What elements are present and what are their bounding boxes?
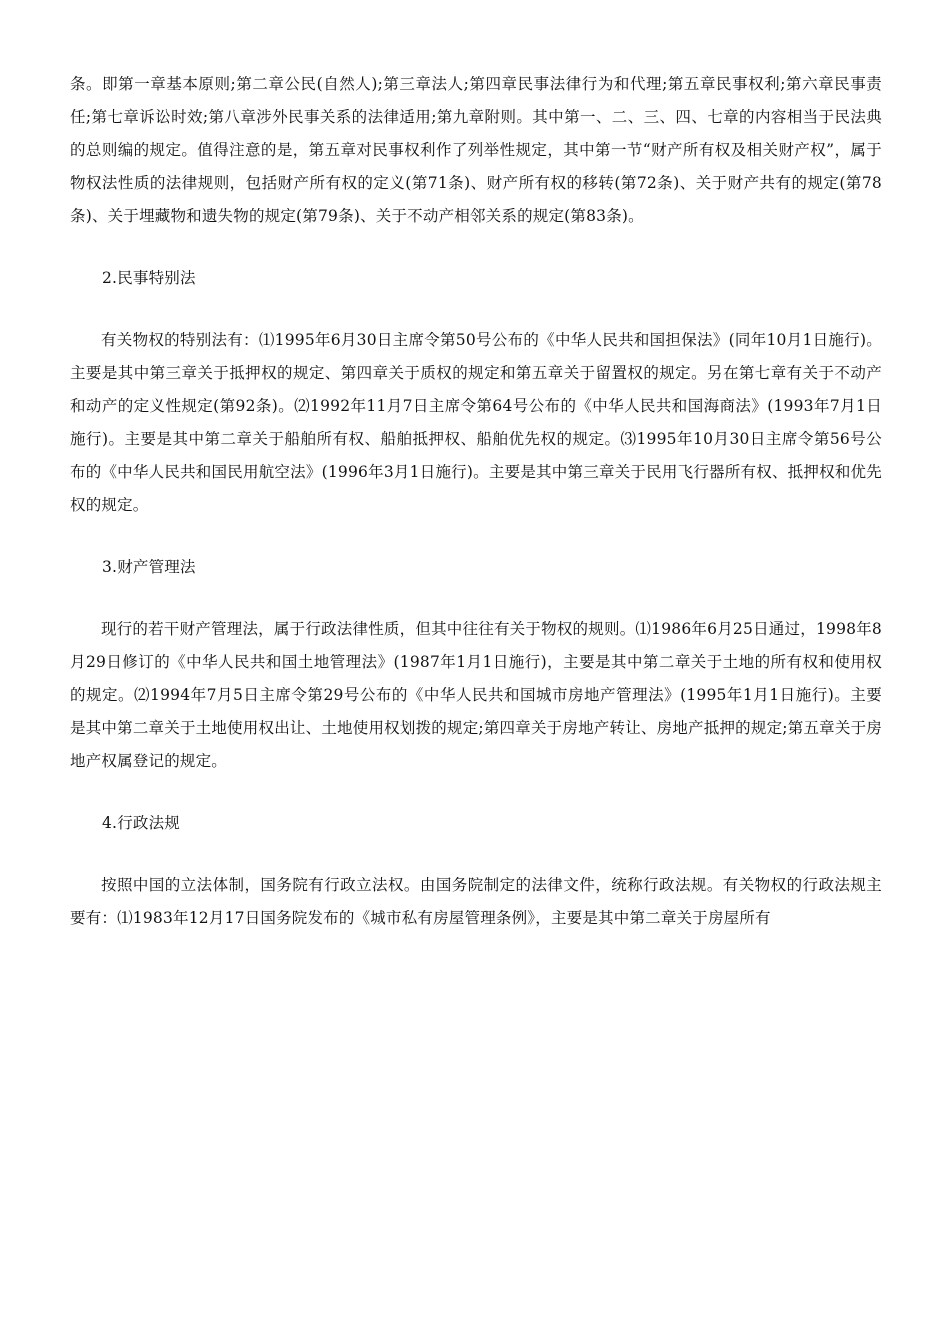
paragraph-special-laws: 有关物权的特别法有：⑴1995年6月30日主席令第50号公布的《中华人民共和国担保法》(同年10月1日施行)。主要是其中第三章关于抵押权的规定、第四章关于质权的规定和第五章关于留置权的规定。另在第七章有关于不动产和动产的定义性规定(第92条)。⑵1992年11月7日主席令第64号公布的《中华人民共和国海商法》(1993年7月1日施行)。主要是其中第二章关于船舶所有权、船舶抵押权、船舶优先权的规定。⑶1995年10月30日主席令第56号公布的《中华人民共和国民用航空法》(1996年3月1日施行)。主要是其中第三章关于民用飞行器所有权、抵押权和优先权的规定。 [70,331,882,514]
heading-property-management-law: 3.财产管理法 [102,558,196,576]
paragraph-property-management: 现行的若干财产管理法，属于行政法律性质，但其中往往有关于物权的规则。⑴1986年6月25日通过，1998年8月29日修订的《中华人民共和国土地管理法》(1987年1月1日施行)，主要是其中第二章关于土地的所有权和使用权的规定。⑵1994年7月5日主席令第29号公布的《中华人民共和国城市房地产管理法》(1995年1月1日施行)。主要是其中第二章关于土地使用权出让、土地使用权划拨的规定;第四章关于房地产转让、房地产抵押的规定;第五章关于房地产权属登记的规定。 [70,620,882,770]
heading-administrative-regulations: 4.行政法规 [102,814,180,832]
heading-civil-special-law: 2.民事特别法 [102,269,196,287]
paragraph-administrative-regulations: 按照中国的立法体制，国务院有行政立法权。由国务院制定的法律文件，统称行政法规。有关物权的行政法规主要有：⑴1983年12月17日国务院发布的《城市私有房屋管理条例》，主要是其中第二章关于房屋所有 [70,876,882,927]
paragraph-civil-law-chapters: 条。即第一章基本原则;第二章公民(自然人);第三章法人;第四章民事法律行为和代理;第五章民事权利;第六章民事责任;第七章诉讼时效;第八章涉外民事关系的法律适用;第九章附则。其中第一、二、三、四、七章的内容相当于民法典的总则编的规定。值得注意的是，第五章对民事权利作了列举性规定，其中第一节“财产所有权及相关财产权”，属于物权法性质的法律规则，包括财产所有权的定义(第71条)、财产所有权的移转(第72条)、关于财产共有的规定(第78条)、关于埋藏物和遗失物的规定(第79条)、关于不动产相邻关系的规定(第83条)。 [70,75,882,225]
